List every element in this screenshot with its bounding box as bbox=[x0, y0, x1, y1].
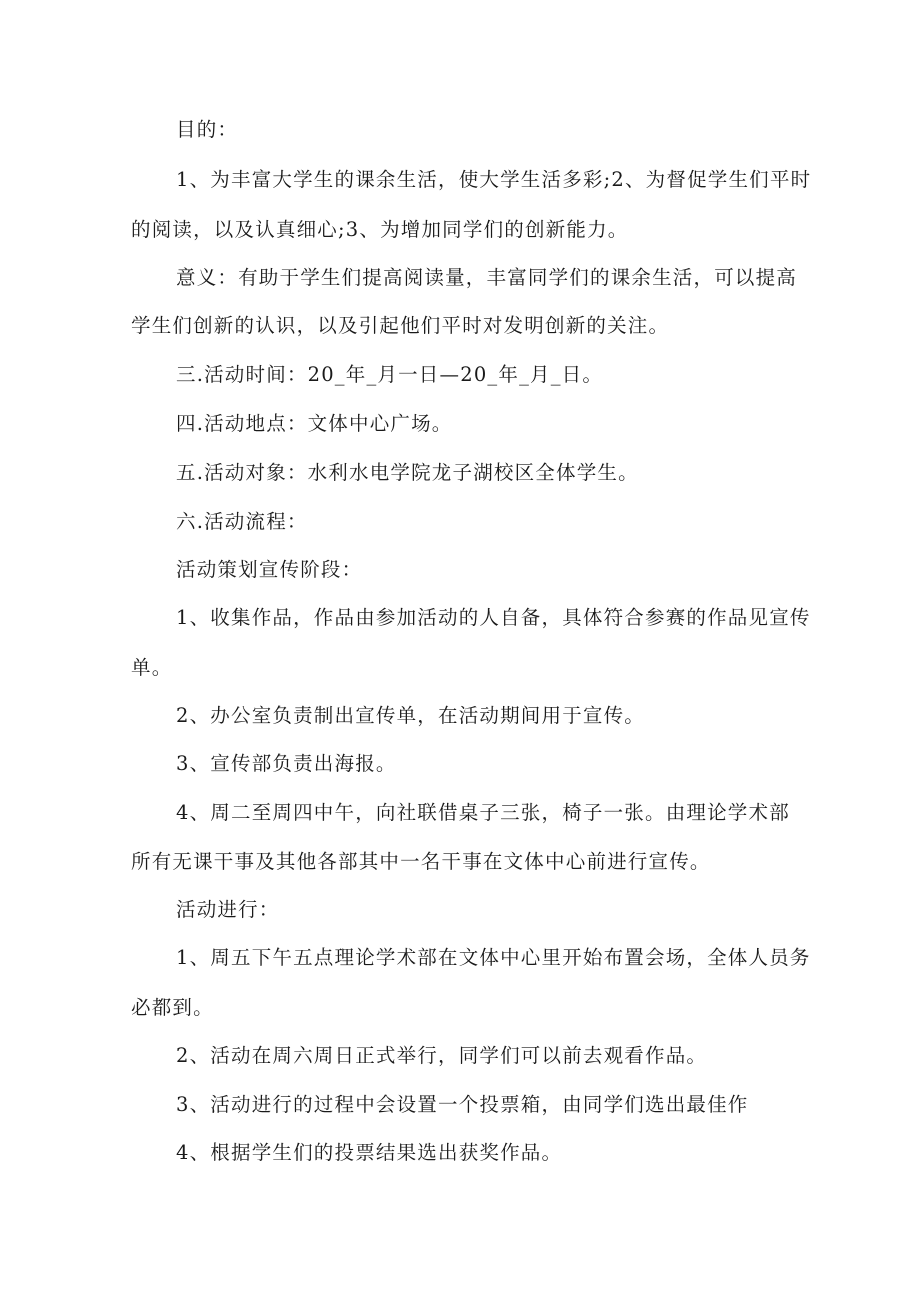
execution-item-4: 4、根据学生们的投票结果选出获奖作品。 bbox=[176, 1141, 563, 1164]
execution-heading: 活动进行： bbox=[176, 898, 280, 921]
purpose-item-1-cont: 的阅读，以及认真细心;3、为增加同学们的创新能力。 bbox=[131, 218, 629, 241]
activity-process-heading: 六.活动流程： bbox=[176, 510, 308, 533]
activity-time: 三.活动时间：20_年_月一日—20_年_月_日。 bbox=[176, 363, 604, 386]
significance-cont: 学生们创新的认识，以及引起他们平时对发明创新的关注。 bbox=[131, 314, 670, 337]
purpose-item-1: 1、为丰富大学生的课余生活，使大学生活多彩;2、为督促学生们平时 bbox=[176, 168, 812, 191]
promotion-item-2: 2、办公室负责制出宣传单，在活动期间用于宣传。 bbox=[176, 704, 646, 727]
promotion-item-4: 4、周二至周四中午，向社联借桌子三张，椅子一张。由理论学术部 bbox=[176, 801, 790, 824]
promotion-item-1-cont: 单。 bbox=[131, 656, 173, 679]
promotion-item-1: 1、收集作品，作品由参加活动的人自备，具体符合参赛的作品见宣传 bbox=[176, 606, 811, 629]
execution-item-1-cont: 必都到。 bbox=[131, 996, 214, 1019]
significance-text: 意义：有助于学生们提高阅读量，丰富同学们的课余生活，可以提高 bbox=[176, 266, 798, 289]
activity-location: 四.活动地点：文体中心广场。 bbox=[176, 412, 453, 435]
promotion-item-3: 3、宣传部负责出海报。 bbox=[176, 752, 397, 775]
promotion-stage-heading: 活动策划宣传阶段： bbox=[176, 558, 363, 581]
promotion-item-4-cont: 所有无课干事及其他各部其中一名干事在文体中心前进行宣传。 bbox=[131, 850, 711, 873]
activity-target: 五.活动对象：水利水电学院龙子湖校区全体学生。 bbox=[176, 461, 639, 484]
execution-item-2: 2、活动在周六周日正式举行，同学们可以前去观看作品。 bbox=[176, 1044, 708, 1067]
execution-item-1: 1、周五下午五点理论学术部在文体中心里开始布置会场，全体人员务 bbox=[176, 946, 811, 969]
purpose-heading: 目的： bbox=[176, 118, 239, 141]
execution-item-3: 3、活动进行的过程中会设置一个投票箱，由同学们选出最佳作 bbox=[176, 1093, 749, 1116]
